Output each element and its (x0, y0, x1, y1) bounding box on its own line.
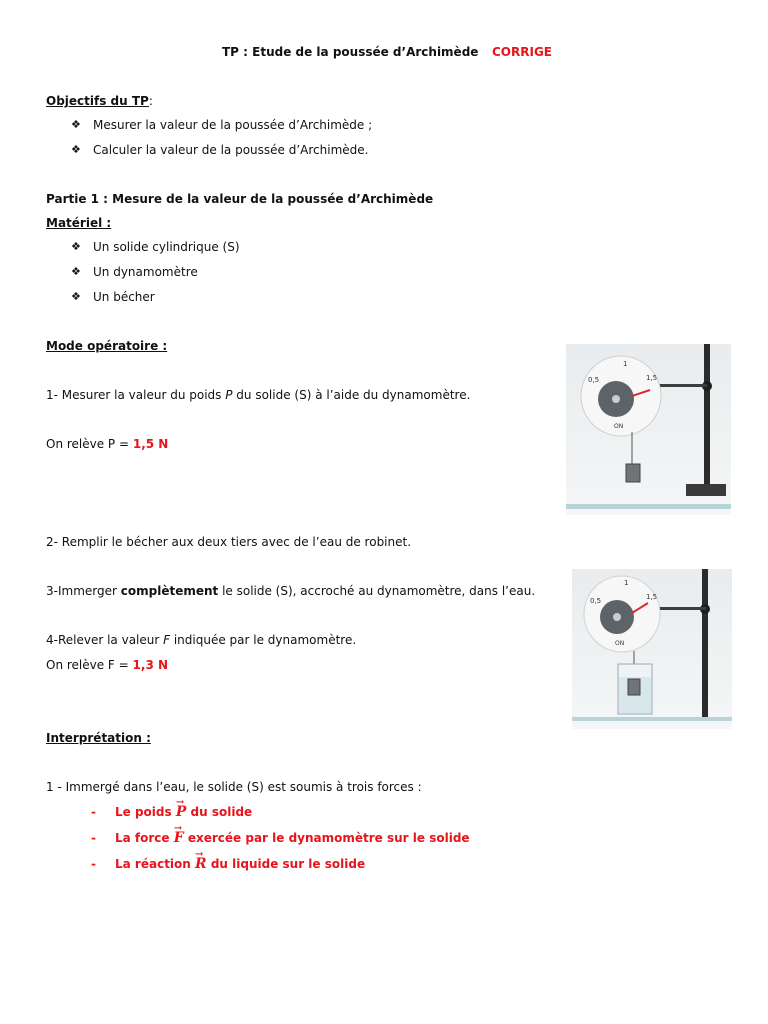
bullet-icon: ❖ (71, 118, 81, 131)
force-dynamometer-prefix: La force (115, 831, 174, 845)
dynamometer-photo-in-air (566, 344, 731, 515)
objective-item-2: Calculer la valeur de la poussée d’Archimède. (93, 143, 369, 157)
vector-f-symbol: → F (174, 831, 184, 845)
step-4-var: F (163, 633, 171, 647)
objectives-heading (46, 94, 153, 108)
bullet-icon: ❖ (71, 265, 81, 278)
dial-label: ON (614, 423, 624, 430)
step-3 (46, 584, 535, 598)
materials-heading: Matériel : (46, 216, 112, 230)
step-4-text-b: indiquée par le dynamomètre. (170, 633, 357, 647)
material-item-2: Un dynamomètre (93, 265, 198, 279)
step-4-text-a: 4-Relever la valeur (46, 633, 164, 647)
force-weight-prefix: Le poids (115, 805, 176, 819)
reading-f-label: On relève F = (46, 658, 133, 672)
force-weight (115, 805, 252, 819)
dash-marker: - (91, 805, 96, 819)
step-1-text-b: du solide (S) à l’aide du dynamomètre. (232, 388, 471, 402)
reading-p-label: On relève P = (46, 437, 133, 451)
dial-label: ON (615, 640, 625, 647)
bullet-icon: ❖ (71, 143, 81, 156)
corrige-badge: CORRIGE (492, 45, 552, 59)
step-4 (46, 633, 356, 647)
vector-r-symbol: → R (195, 857, 207, 871)
bullet-icon: ❖ (71, 240, 81, 253)
material-item-3: Un bécher (93, 290, 155, 304)
reading-p (46, 437, 168, 451)
dial-label: 1,5 (646, 593, 658, 601)
force-weight-suffix: du solide (186, 805, 253, 819)
force-reaction-suffix: du liquide sur le solide (206, 857, 366, 871)
dynamometer-illustration (572, 569, 732, 729)
dynamometer-illustration (566, 344, 731, 515)
dash-marker: - (91, 857, 96, 871)
dynamometer-photo-in-water (572, 569, 732, 729)
force-dynamometer (115, 831, 470, 845)
bullet-icon: ❖ (71, 290, 81, 303)
reading-f-value: 1,3 N (132, 658, 169, 672)
step-1-text-a: 1- Mesurer la valeur du poids (46, 388, 226, 402)
page-title: TP : Etude de la poussée d’Archimède (222, 45, 479, 59)
dial-label: 0,5 (588, 376, 600, 384)
force-dynamometer-suffix: exercée par le dynamomètre sur le solide (183, 831, 470, 845)
objectives-heading-colon: : (148, 94, 153, 108)
reading-p-value: 1,5 N (132, 437, 169, 451)
vector-p-symbol: → P (176, 805, 187, 819)
objectives-heading-text: Objectifs du TP (46, 94, 149, 108)
interpretation-intro: 1 - Immergé dans l’eau, le solide (S) est soumis à trois forces : (46, 780, 422, 794)
procedure-heading: Mode opératoire : (46, 339, 168, 353)
dash-marker: - (91, 831, 96, 845)
force-reaction (115, 857, 365, 871)
force-reaction-prefix: La réaction (115, 857, 196, 871)
part1-heading: Partie 1 : Mesure de la valeur de la poussée d’Archimède (46, 192, 434, 206)
objective-item-1: Mesurer la valeur de la poussée d’Archimède ; (93, 118, 373, 132)
step-3-text-b: le solide (S), accroché au dynamomètre, dans l’eau. (218, 584, 536, 598)
interpretation-heading: Interprétation : (46, 731, 151, 745)
step-1 (46, 388, 470, 402)
dial-label: 1,5 (646, 374, 658, 382)
dial-label: 1 (623, 360, 628, 368)
step-3-text-a: 3-Immerger (46, 584, 121, 598)
dial-label: 0,5 (590, 597, 602, 605)
material-item-1: Un solide cylindrique (S) (93, 240, 240, 254)
step-3-bold: complètement (120, 584, 219, 598)
dial-label: 1 (624, 579, 629, 587)
step-1-var: P (225, 388, 233, 402)
step-2: 2- Remplir le bécher aux deux tiers avec de l’eau de robinet. (46, 535, 412, 549)
reading-f (46, 658, 168, 672)
